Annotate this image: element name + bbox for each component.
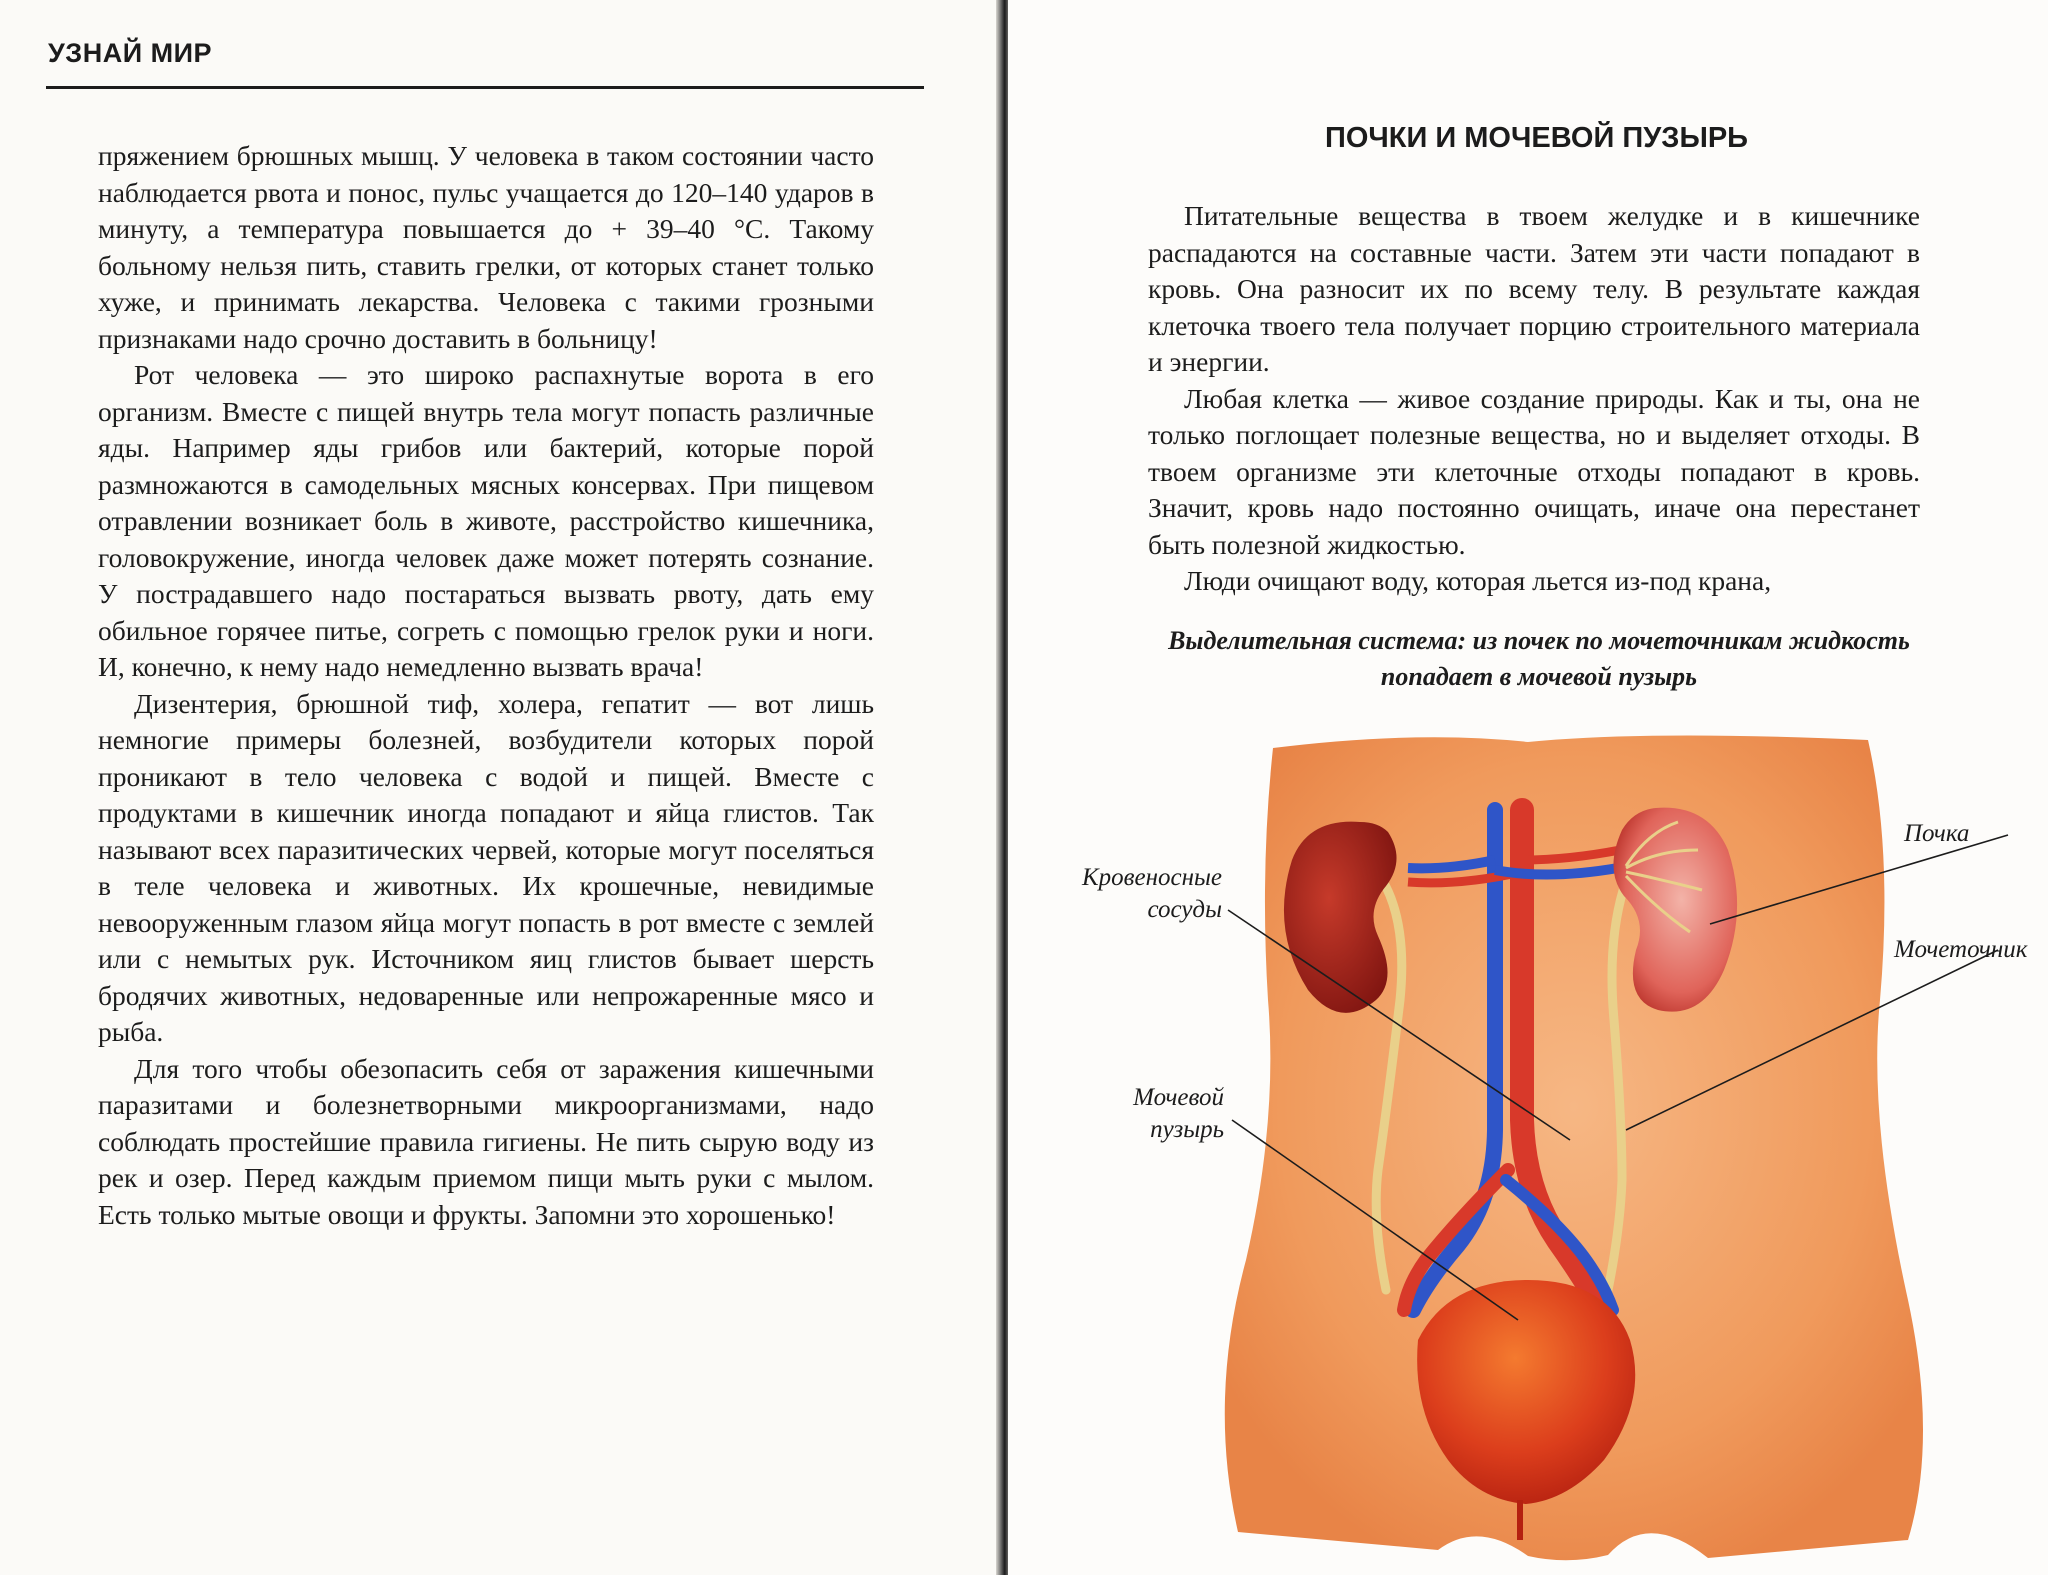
section-title: ПОЧКИ И МОЧЕВОЙ ПУЗЫРЬ	[1325, 122, 1749, 154]
paragraph: Рот человека — это широко распахнутые ворота в его организм. Вместе с пищей внутрь тела могут попасть различные яды. Например яды грибов или бактерий, которые порой размножаются в самодельных мясных консервах. При пищевом отравлении возникает боль в животе, расстройство кишечника, головокружение, иногда человек даже может потерять сознание. У пострадавшего надо постараться вызвать рвоту, дать ему обильное горячее питье, согреть с помощью грелок руки и ноги. И, конечно, к нему надо немедленно вызвать врача!	[98, 359, 874, 682]
left-page-text	[98, 138, 874, 1233]
running-head: УЗНАЙ МИР	[48, 38, 213, 68]
paragraph: Для того чтобы обезопасить себя от заражения кишечными паразитами и болезнетворными микроорганизмами, надо соблюдать простейшие правила гигиены. Не пить сырую воду из рек и озер. Перед каждым приемом пищи мыть руки с мылом. Есть только мытые овощи и фрукты. Запомни это хорошенько!	[98, 1052, 874, 1230]
label-ureter: Мочеточник	[1894, 936, 2028, 963]
paragraph: Дизентерия, брюшной тиф, холера, гепатит — вот лишь немногие примеры болезней, возбудители которых порой проникают в тело человека с водой и пищей. Вместе с продуктами в кишечник иногда попадают и яйца глистов. Так называют всех паразитических червей, которые могут поселяться в теле человека и животных. Их крошечные, невидимые невооруженным глазом яйца могут попасть в рот вместе с землей или с немытых рук. Источником яиц глистов бывает шерсть бродячих животных, недоваренные или непрожаренные мясо и рыба.	[98, 687, 874, 1047]
label-line: сосуды	[1147, 896, 1222, 923]
paragraph: Люди очищают воду, которая льется из-под крана,	[1184, 565, 1772, 596]
label-blood-vessels	[1062, 862, 1222, 926]
figure-caption: Выделительная система: из почек по мочеточникам жидкость попадает в мочевой пузырь	[1168, 626, 1910, 691]
paragraph: пряжением брюшных мышц. У человека в таком состоянии часто наблюдается рвота и понос, пульс учащается до 120–140 ударов в минуту, а температура повышается до + 39–40 °С. Такому больному нельзя пить, ставить грелки, от которых станет только хуже, и принимать лекарства. Человека с такими грозными признаками надо срочно доставить в больницу!	[98, 140, 874, 354]
label-kidney: Почка	[1904, 820, 1970, 847]
paragraph: Любая клетка — живое создание природы. Как и ты, она не только поглощает полезные вещества, но и выделяет отходы. В твоем организме эти клеточные отходы попадают в кровь. Значит, кровь надо постоянно очищать, иначе она перестанет быть полезной жидкостью.	[1148, 382, 1920, 560]
label-line: пузырь	[1150, 1116, 1224, 1143]
header-rule	[46, 86, 924, 89]
label-bladder	[1100, 1082, 1224, 1146]
label-line: Кровеносные	[1082, 864, 1222, 891]
label-line: Мочевой	[1133, 1084, 1224, 1111]
right-page-text	[1148, 198, 1920, 600]
paragraph: Питательные вещества в твоем желудке и в кишечнике распадаются на составные части. Затем эти части попадают в кровь. Она разносит их по всему телу. В результате каждая клеточка твоего тела получает порцию строительного материала и энергии.	[1148, 200, 1920, 377]
